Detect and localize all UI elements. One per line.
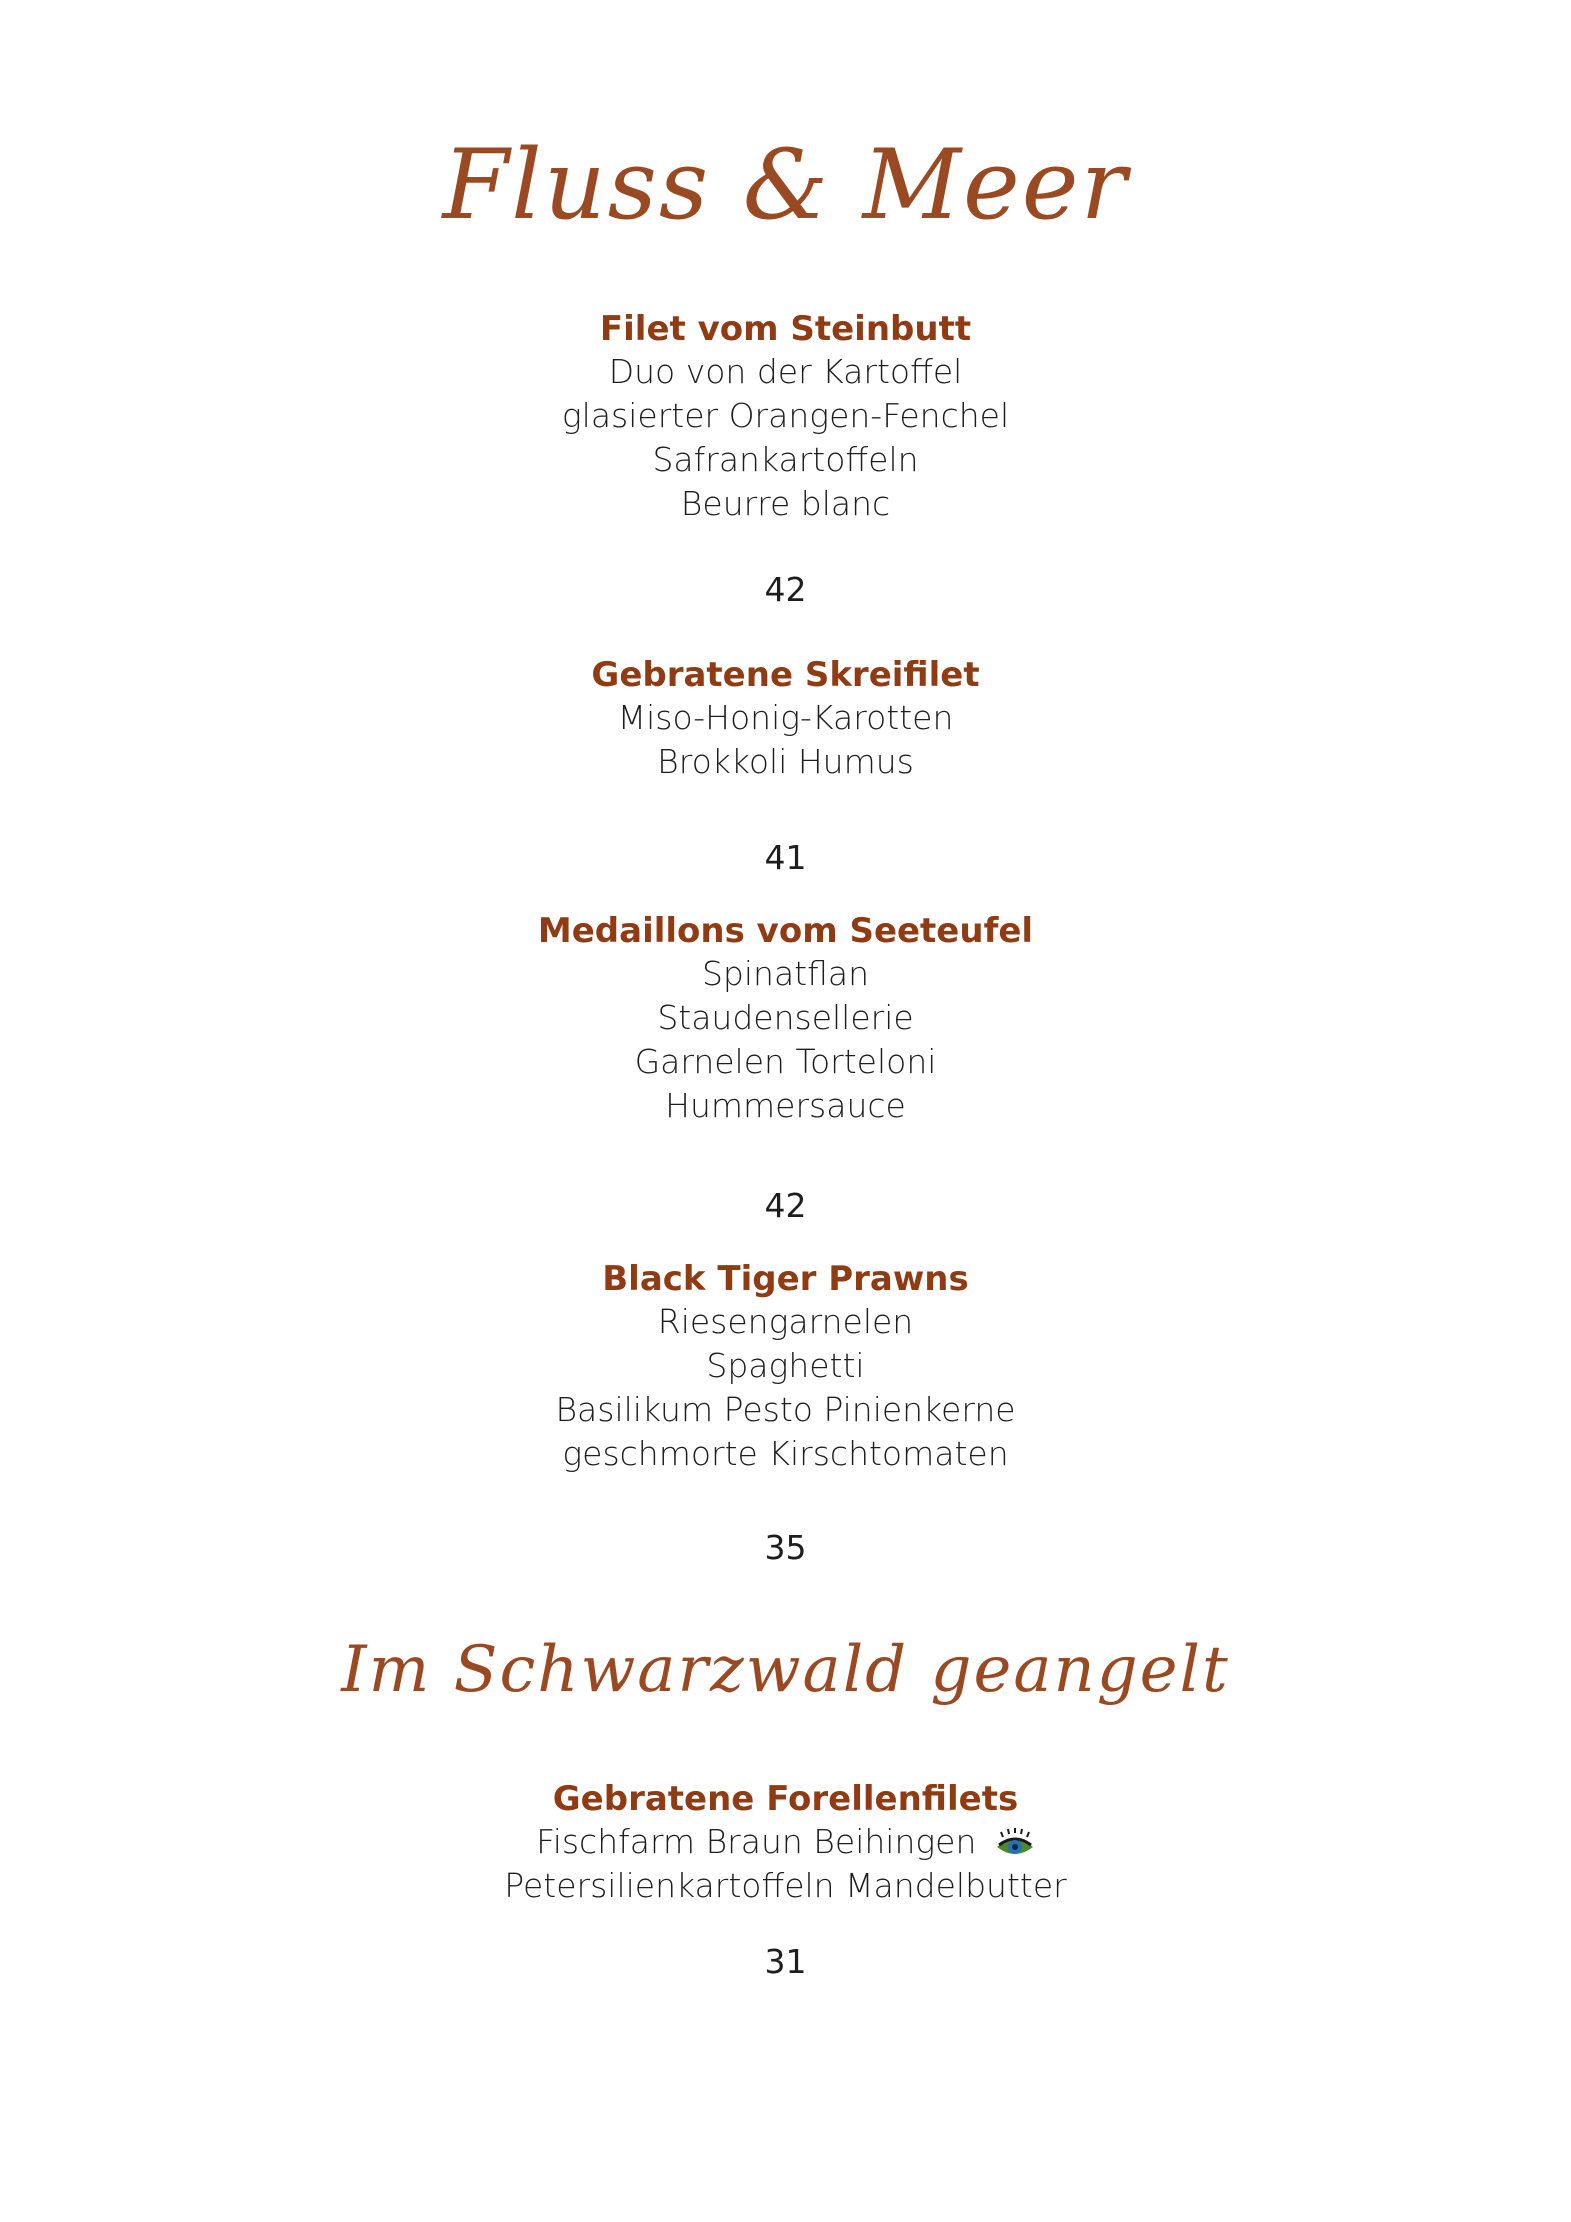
dish-price: 42 [764, 1186, 807, 1225]
dish-description-line: Basilikum Pesto Pinienkerne [555, 1390, 1016, 1429]
dish-steinbutt [0, 308, 1571, 526]
dish-name: Gebratene Forellenfilets [552, 1779, 1019, 1819]
dish-description-line: Hummersauce [665, 1086, 906, 1125]
dish-black-tiger-prawns [0, 1258, 1571, 1476]
dish-name: Black Tiger Prawns [602, 1259, 969, 1299]
dish-description-line: Beurre blanc [680, 484, 891, 523]
dish-price: 35 [764, 1528, 807, 1567]
dish-description-line: Miso-Honig-Karotten [617, 698, 954, 737]
dish-skreifilet [0, 654, 1571, 784]
eye-icon [995, 1827, 1035, 1861]
dish-price: 42 [764, 570, 807, 609]
dish-description-line: Petersilienkartoffeln Mandelbutter [504, 1866, 1067, 1905]
dish-description-line: Spaghetti [706, 1346, 865, 1385]
dish-description-line: Staudensellerie [657, 998, 914, 1037]
dish-price: 31 [764, 1942, 807, 1981]
dish-name: Gebratene Skreifilet [591, 655, 980, 695]
dish-forellenfilets [0, 1778, 1571, 1908]
dish-price: 41 [764, 838, 807, 877]
dish-description-line: Spinatflan [701, 954, 870, 993]
section-title-fluss-meer: Fluss & Meer [442, 129, 1129, 241]
dish-description-line: glasierter Orangen-Fenchel [561, 396, 1010, 435]
section-title-schwarzwald: Im Schwarzwald geangelt [341, 1633, 1230, 1707]
dish-description-line: Garnelen Torteloni [634, 1042, 937, 1081]
dish-name: Medaillons vom Seeteufel [537, 911, 1034, 951]
dish-description-line: Riesengarnelen [657, 1302, 914, 1341]
dish-description-text: Fischfarm Braun Beihingen [536, 1822, 977, 1861]
dish-description-line: geschmorte Kirschtomaten [562, 1434, 1009, 1473]
dish-description-line: Duo von der Kartoffel [608, 352, 963, 391]
dish-name: Filet vom Steinbutt [599, 309, 972, 349]
dish-description-line-with-badge [0, 1820, 1571, 1864]
dish-description-line: Brokkoli Humus [657, 742, 914, 781]
dish-seeteufel [0, 910, 1571, 1128]
dish-description-line: Safrankartoffeln [652, 440, 919, 479]
